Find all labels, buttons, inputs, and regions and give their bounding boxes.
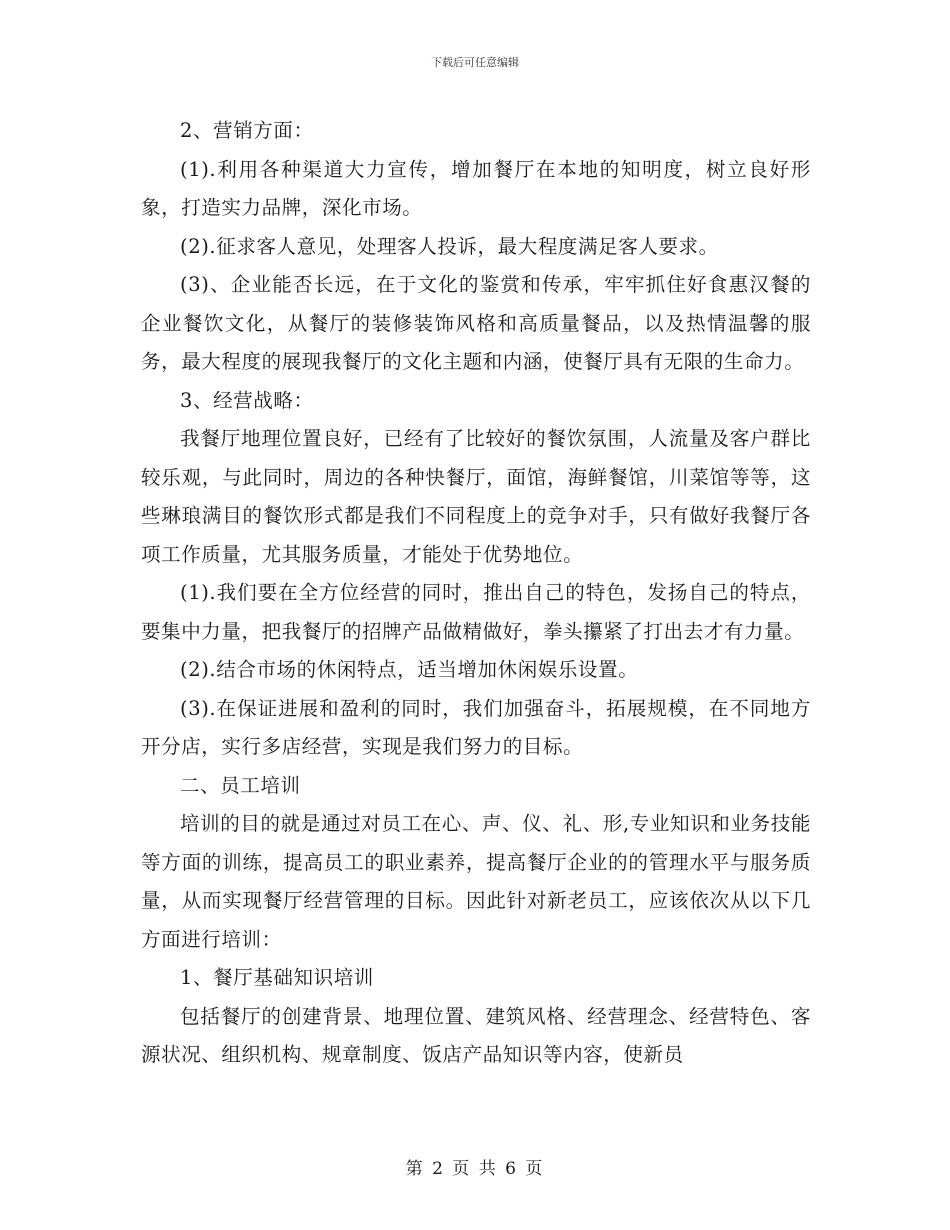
paragraph: (2).征求客人意见，处理客人投诉，最大程度满足客人要求。 [180, 234, 719, 258]
section-heading-marketing: 2、营销方面： [180, 119, 314, 142]
paragraph: 培训的目的就是通过对员工在心、声、仪、礼、形,专业知识和业务技能等方面的训练，提高员工的职业素养，提高餐厅企业的的管理水平与服务质量，从而实现餐厅经营管理的目标。因此针对新老员工，应该依次从以下几方面进行培训： [141, 812, 811, 951]
paragraph: (1).我们要在全方位经营的同时，推出自己的特色，发扬自己的特点，要集中力量，把我餐厅的招牌产品做精做好，拳头攥紧了打出去才有力量。 [141, 581, 811, 643]
section-heading-training: 二、员工培训 [180, 773, 301, 797]
paragraph: (2).结合市场的休闲特点，适当增加休闲娱乐设置。 [180, 658, 639, 681]
section-heading-strategy: 3、经营战略： [180, 388, 314, 412]
page-number-footer: 第 2 页 共 6 页 [405, 1159, 545, 1179]
paragraph: (1).利用各种渠道大力宣传，增加餐厅在本地的知明度，树立良好形象，打造实力品牌，深化市场。 [141, 157, 811, 219]
paragraph: 包括餐厅的创建背景、地理位置、建筑风格、经营理念、经营特色、客源状况、组织机构、规章制度、饭店产品知识等内容，使新员 [141, 1004, 811, 1066]
page-header: 下载后可任意编辑 [431, 56, 519, 69]
paragraph: (3)、企业能否长远，在于文化的鉴赏和传承，牢牢抓住好食惠汉餐的企业餐饮文化，从餐厅的装修装饰风格和高质量餐品，以及热情温馨的服务，最大程度的展现我餐厅的文化主题和内涵，使餐厅具有无限的生命力。 [141, 273, 811, 373]
subsection-heading-basics: 1、餐厅基础知识培训 [180, 966, 374, 989]
document-body [141, 112, 811, 1075]
paragraph: (3).在保证进展和盈利的同时，我们加强奋斗，拓展规模，在不同地方开分店，实行多店经营，实现是我们努力的目标。 [141, 696, 811, 758]
paragraph: 我餐厅地理位置良好，已经有了比较好的餐饮氛围，人流量及客户群比较乐观，与此同时，周边的各种快餐厅，面馆，海鲜餐馆，川菜馆等等，这些琳琅满目的餐饮形式都是我们不同程度上的竞争对手，只有做好我餐厅各项工作质量，尤其服务质量，才能处于优势地位。 [141, 427, 811, 566]
